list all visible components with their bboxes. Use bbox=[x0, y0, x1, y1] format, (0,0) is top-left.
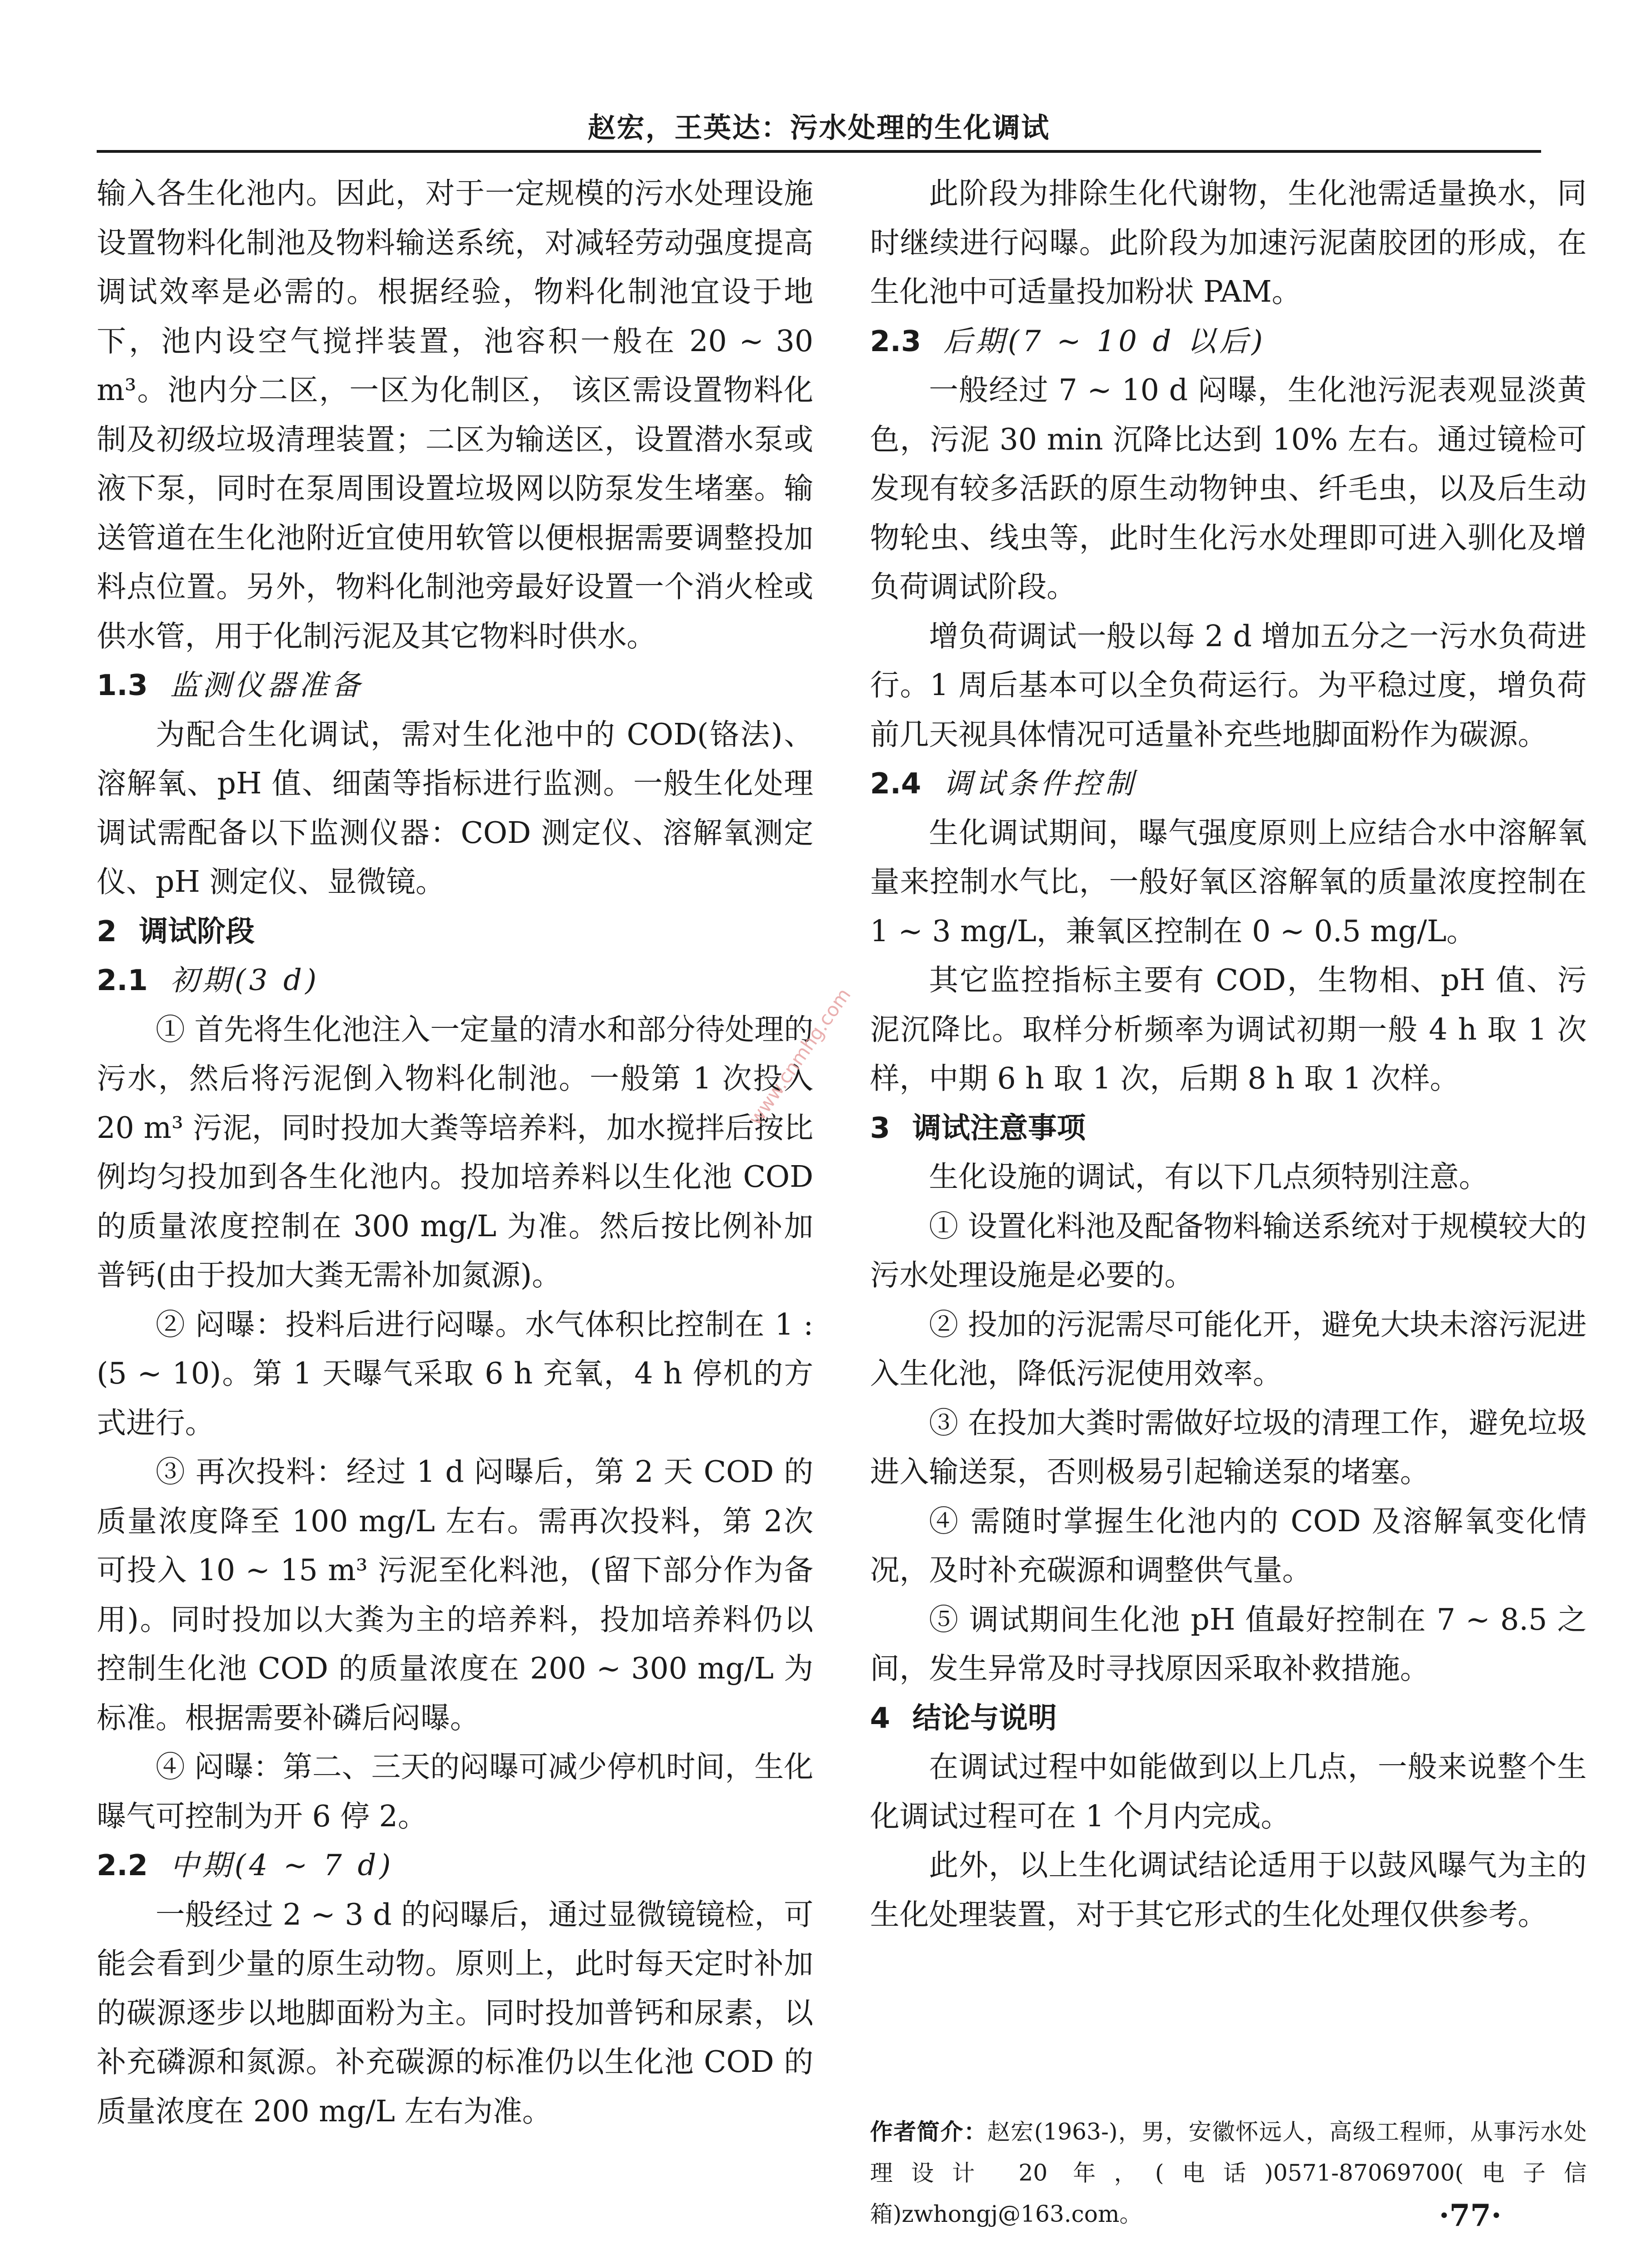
section-number: 2.1 bbox=[97, 964, 148, 997]
paragraph: 增负荷调试一般以每 2 d 增加五分之一污水负荷进行。1 周后基本可以全负荷运行。为平稳过度，增负荷前几天视具体情况可适量补充些地脚面粉作为碳源。 bbox=[870, 619, 1587, 752]
section-heading-3 bbox=[870, 1104, 1587, 1153]
paragraph: ② 闷曝：投料后进行闷曝。水气体积比控制在 1 : (5 ~ 10)。第 1 天曝气采取 6 h 充氧，4 h 停机的方式进行。 bbox=[97, 1307, 813, 1440]
paragraph: 生化调试期间，曝气强度原则上应结合水中溶解氧量来控制水气比，一般好氧区溶解氧的质量浓度控制在 1 ~ 3 mg/L，兼氧区控制在 0 ~ 0.5 mg/L。 bbox=[870, 816, 1587, 948]
section-title: 初期(3 d) bbox=[170, 964, 320, 997]
paragraph: 生化设施的调试，有以下几点须特别注意。 bbox=[929, 1160, 1488, 1194]
section-title: 调试注意事项 bbox=[912, 1111, 1086, 1145]
paragraph: ③ 在投加大粪时需做好垃圾的清理工作，避免垃圾进入输送泵，否则极易引起输送泵的堵塞。 bbox=[870, 1406, 1587, 1489]
paragraph: ⑤ 调试期间生化池 pH 值最好控制在 7 ~ 8.5 之间，发生异常及时寻找原因采取补救措施。 bbox=[870, 1602, 1587, 1686]
watermark: www.cnmhg.com bbox=[744, 984, 856, 1130]
section-heading-4 bbox=[870, 1694, 1587, 1744]
section-title: 调试阶段 bbox=[139, 915, 255, 948]
paragraph: ① 设置化料池及配备物料输送系统对于规模较大的污水处理设施是必要的。 bbox=[870, 1209, 1587, 1292]
section-number: 3 bbox=[870, 1111, 891, 1145]
paragraph: 在调试过程中如能做到以上几点，一般来说整个生化调试过程可在 1 个月内完成。 bbox=[870, 1750, 1587, 1834]
section-title: 中期(4 ~ 7 d) bbox=[170, 1849, 394, 1882]
section-title: 调试条件控制 bbox=[943, 767, 1137, 801]
section-title: 结论与说明 bbox=[912, 1701, 1057, 1735]
paragraph: ② 投加的污泥需尽可能化开，避免大块未溶污泥进入生化池，降低污泥使用效率。 bbox=[870, 1307, 1587, 1391]
paragraph: ④ 闷曝：第二、三天的闷曝可减少停机时间，生化曝气可控制为开 6 停 2。 bbox=[97, 1750, 813, 1834]
section-heading-2-3 bbox=[870, 317, 1587, 367]
section-title: 监测仪器准备 bbox=[170, 669, 364, 702]
paragraph: 此外，以上生化调试结论适用于以鼓风曝气为主的生化处理装置，对于其它形式的生化处理仅供参考。 bbox=[870, 1849, 1587, 1932]
left-column bbox=[97, 169, 813, 2136]
header-rule bbox=[97, 150, 1541, 153]
section-number: 1.3 bbox=[97, 669, 148, 702]
section-number: 2 bbox=[97, 915, 117, 948]
paragraph: ① 首先将生化池注入一定量的清水和部分待处理的污水，然后将污泥倒入物料化制池。一般第 1 次投入 20 m³ 污泥，同时投加大粪等培养料，加水搅拌后按比例均匀投加到各生化池内。投加培养料以生化池 COD 的质量浓度控制在 300 mg/L 为准。然后按比例补加普钙(由于投加大粪无需补加氮源)。 bbox=[97, 1012, 813, 1292]
paragraph: ④ 需随时掌握生化池内的 COD 及溶解氧变化情况，及时补充碳源和调整供气量。 bbox=[870, 1504, 1587, 1587]
section-heading-2-1 bbox=[97, 956, 813, 1006]
paragraph: 其它监控指标主要有 COD，生物相、pH 值、污泥沉降比。取样分析频率为调试初期一般 4 h 取 1 次样，中期 6 h 取 1 次，后期 8 h 取 1 次样。 bbox=[870, 963, 1587, 1096]
paragraph: ③ 再次投料：经过 1 d 闷曝后，第 2 天 COD 的质量浓度降至 100 mg/L 左右。需再次投料，第 2次可投入 10 ~ 15 m³ 污泥至化料池，(留下部分作为备用)。同时投加以大粪为主的培养料，投加培养料仍以控制生化池 COD 的质量浓度在 200 ~ 300 mg/L 为标准。根据需要补磷后闷曝。 bbox=[97, 1455, 813, 1735]
section-heading-2-2 bbox=[97, 1841, 813, 1891]
running-header: 赵宏，王英达：污水处理的生化调试 bbox=[588, 111, 1050, 144]
section-title: 后期(7 ~ 10 d 以后) bbox=[943, 324, 1266, 358]
author-bio-label: 作者简介： bbox=[870, 2119, 988, 2145]
section-number: 2.2 bbox=[97, 1849, 148, 1882]
section-number: 2.3 bbox=[870, 324, 922, 358]
paragraph: 一般经过 2 ~ 3 d 的闷曝后，通过显微镜镜检，可能会看到少量的原生动物。原则上，此时每天定时补加的碳源逐步以地脚面粉为主。同时投加普钙和尿素，以补充磷源和氮源。补充碳源的标准仍以生化池 COD 的质量浓度在 200 mg/L 左右为准。 bbox=[97, 1897, 814, 2129]
section-heading-2-4 bbox=[870, 760, 1587, 809]
paragraph: 此阶段为排除生化代谢物，生化池需适量换水，同时继续进行闷曝。此阶段为加速污泥菌胶团的形成，在生化池中可适量投加粉状 PAM。 bbox=[870, 177, 1587, 309]
paragraph: 输入各生化池内。因此，对于一定规模的污水处理设施设置物料化制池及物料输送系统，对减轻劳动强度提高调试效率是必需的。根据经验，物料化制池宜设于地下，池内设空气搅拌装置，池容积一般在 20 ~ 30 m³。池内分二区，一区为化制区， 该区需设置物料化制及初级垃圾清理装置；二区为输送区，设置潜水泵或液下泵，同时在泵周围设置垃圾网以防泵发生堵塞。输送管道在生化池附近宜使用软管以便根据需要调整投加料点位置。另外，物料化制池旁最好设置一个消火栓或供水管，用于化制污泥及其它物料时供水。 bbox=[97, 177, 813, 653]
author-bio-text: 赵宏(1963-)，男，安徽怀远人，高级工程师，从事污水处理设计 20 年，(电话)0571-87069700(电子信箱)zwhongj@163.com。 bbox=[870, 2119, 1587, 2227]
paragraph: 为配合生化调试，需对生化池中的 COD(铬法)、溶解氧、pH 值、细菌等指标进行监测。一般生化处理调试需配备以下监测仪器：COD 测定仪、溶解氧测定仪、pH 测定仪、显微镜。 bbox=[97, 717, 813, 899]
right-column bbox=[870, 169, 1587, 1940]
page-number: ·77· bbox=[1439, 2197, 1502, 2233]
section-heading-1-3 bbox=[97, 661, 813, 711]
section-number: 2.4 bbox=[870, 767, 922, 801]
section-heading-2 bbox=[97, 907, 813, 957]
section-number: 4 bbox=[870, 1701, 891, 1735]
paragraph: 一般经过 7 ~ 10 d 闷曝，生化池污泥表观显淡黄色，污泥 30 min 沉降比达到 10% 左右。通过镜检可发现有较多活跃的原生动物钟虫、纤毛虫，以及后生动物轮虫、线虫等，此时生化污水处理即可进入驯化及增负荷调试阶段。 bbox=[870, 373, 1587, 604]
